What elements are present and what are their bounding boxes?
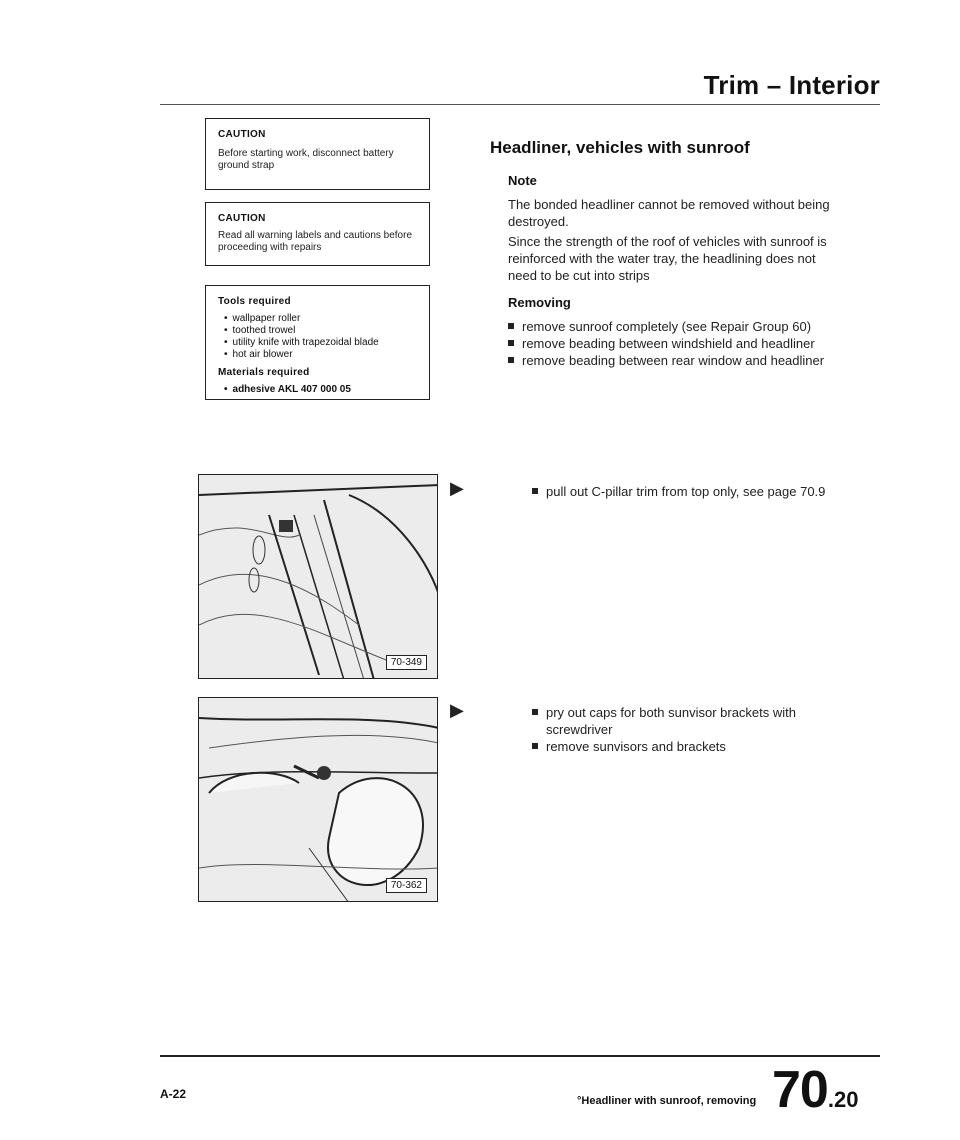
materials-list [224, 384, 417, 396]
step-item: remove sunvisors and brackets [530, 738, 830, 755]
figure-c-pillar [198, 474, 438, 679]
tools-list [224, 313, 417, 361]
page-number [772, 1061, 859, 1126]
fig1-steps [530, 483, 830, 500]
tools-label: Tools required [218, 296, 291, 307]
page-number-main: 70 [772, 1061, 828, 1119]
step-item: remove beading between rear window and headliner [506, 352, 846, 369]
caution-text: Read all warning labels and cautions before proceeding with repairs [218, 230, 413, 253]
page-number-sub: .20 [827, 1087, 859, 1112]
figure-label: 70-349 [386, 655, 427, 670]
tool-item: • hot air blower [224, 349, 417, 361]
caution-label: CAUTION [218, 129, 266, 140]
play-icon: ▶ [450, 478, 464, 498]
footer-caption: °Headliner with sunroof, removing [577, 1095, 757, 1107]
step-item: pry out caps for both sunvisor brackets with screwdriver [530, 704, 830, 738]
note-text: The bonded headliner cannot be removed without being destroyed. [508, 197, 830, 229]
footer-divider [160, 1055, 880, 1057]
removing-label: Removing [508, 295, 571, 310]
figure-sunvisor [198, 697, 438, 902]
tool-item: • utility knife with trapezoidal blade [224, 337, 417, 349]
material-item: • adhesive AKL 407 000 05 [224, 384, 417, 396]
tool-item: • wallpaper roller [224, 313, 417, 325]
materials-label: Materials required [218, 367, 310, 378]
caution-label: CAUTION [218, 213, 266, 224]
step-item: remove beading between windshield and headliner [506, 335, 846, 352]
note-label: Note [508, 173, 537, 188]
page-title: Trim – Interior [703, 70, 880, 100]
fig2-steps [530, 704, 830, 755]
page-ref: A-22 [160, 1087, 187, 1101]
removing-steps [506, 318, 846, 369]
caution-box-2 [205, 202, 430, 266]
note-text-2: Since the strength of the roof of vehicles with sunroof is reinforced with the water tray, the headlining does not need to be cut into strips [508, 234, 827, 283]
illustration-sunvisor [199, 698, 438, 902]
tool-item: • toothed trowel [224, 325, 417, 337]
play-icon: ▶ [450, 700, 464, 720]
caution-text: Before starting work, disconnect battery ground strap [218, 148, 394, 171]
step-item: remove sunroof completely (see Repair Group 60) [506, 318, 846, 335]
caution-box-1 [205, 118, 430, 190]
illustration-c-pillar [199, 475, 438, 679]
header-divider [160, 104, 880, 105]
step-item: pull out C-pillar trim from top only, see page 70.9 [530, 483, 830, 500]
section-title: Headliner, vehicles with sunroof [490, 138, 750, 157]
figure-label: 70-362 [386, 878, 427, 893]
tools-box [205, 285, 430, 400]
